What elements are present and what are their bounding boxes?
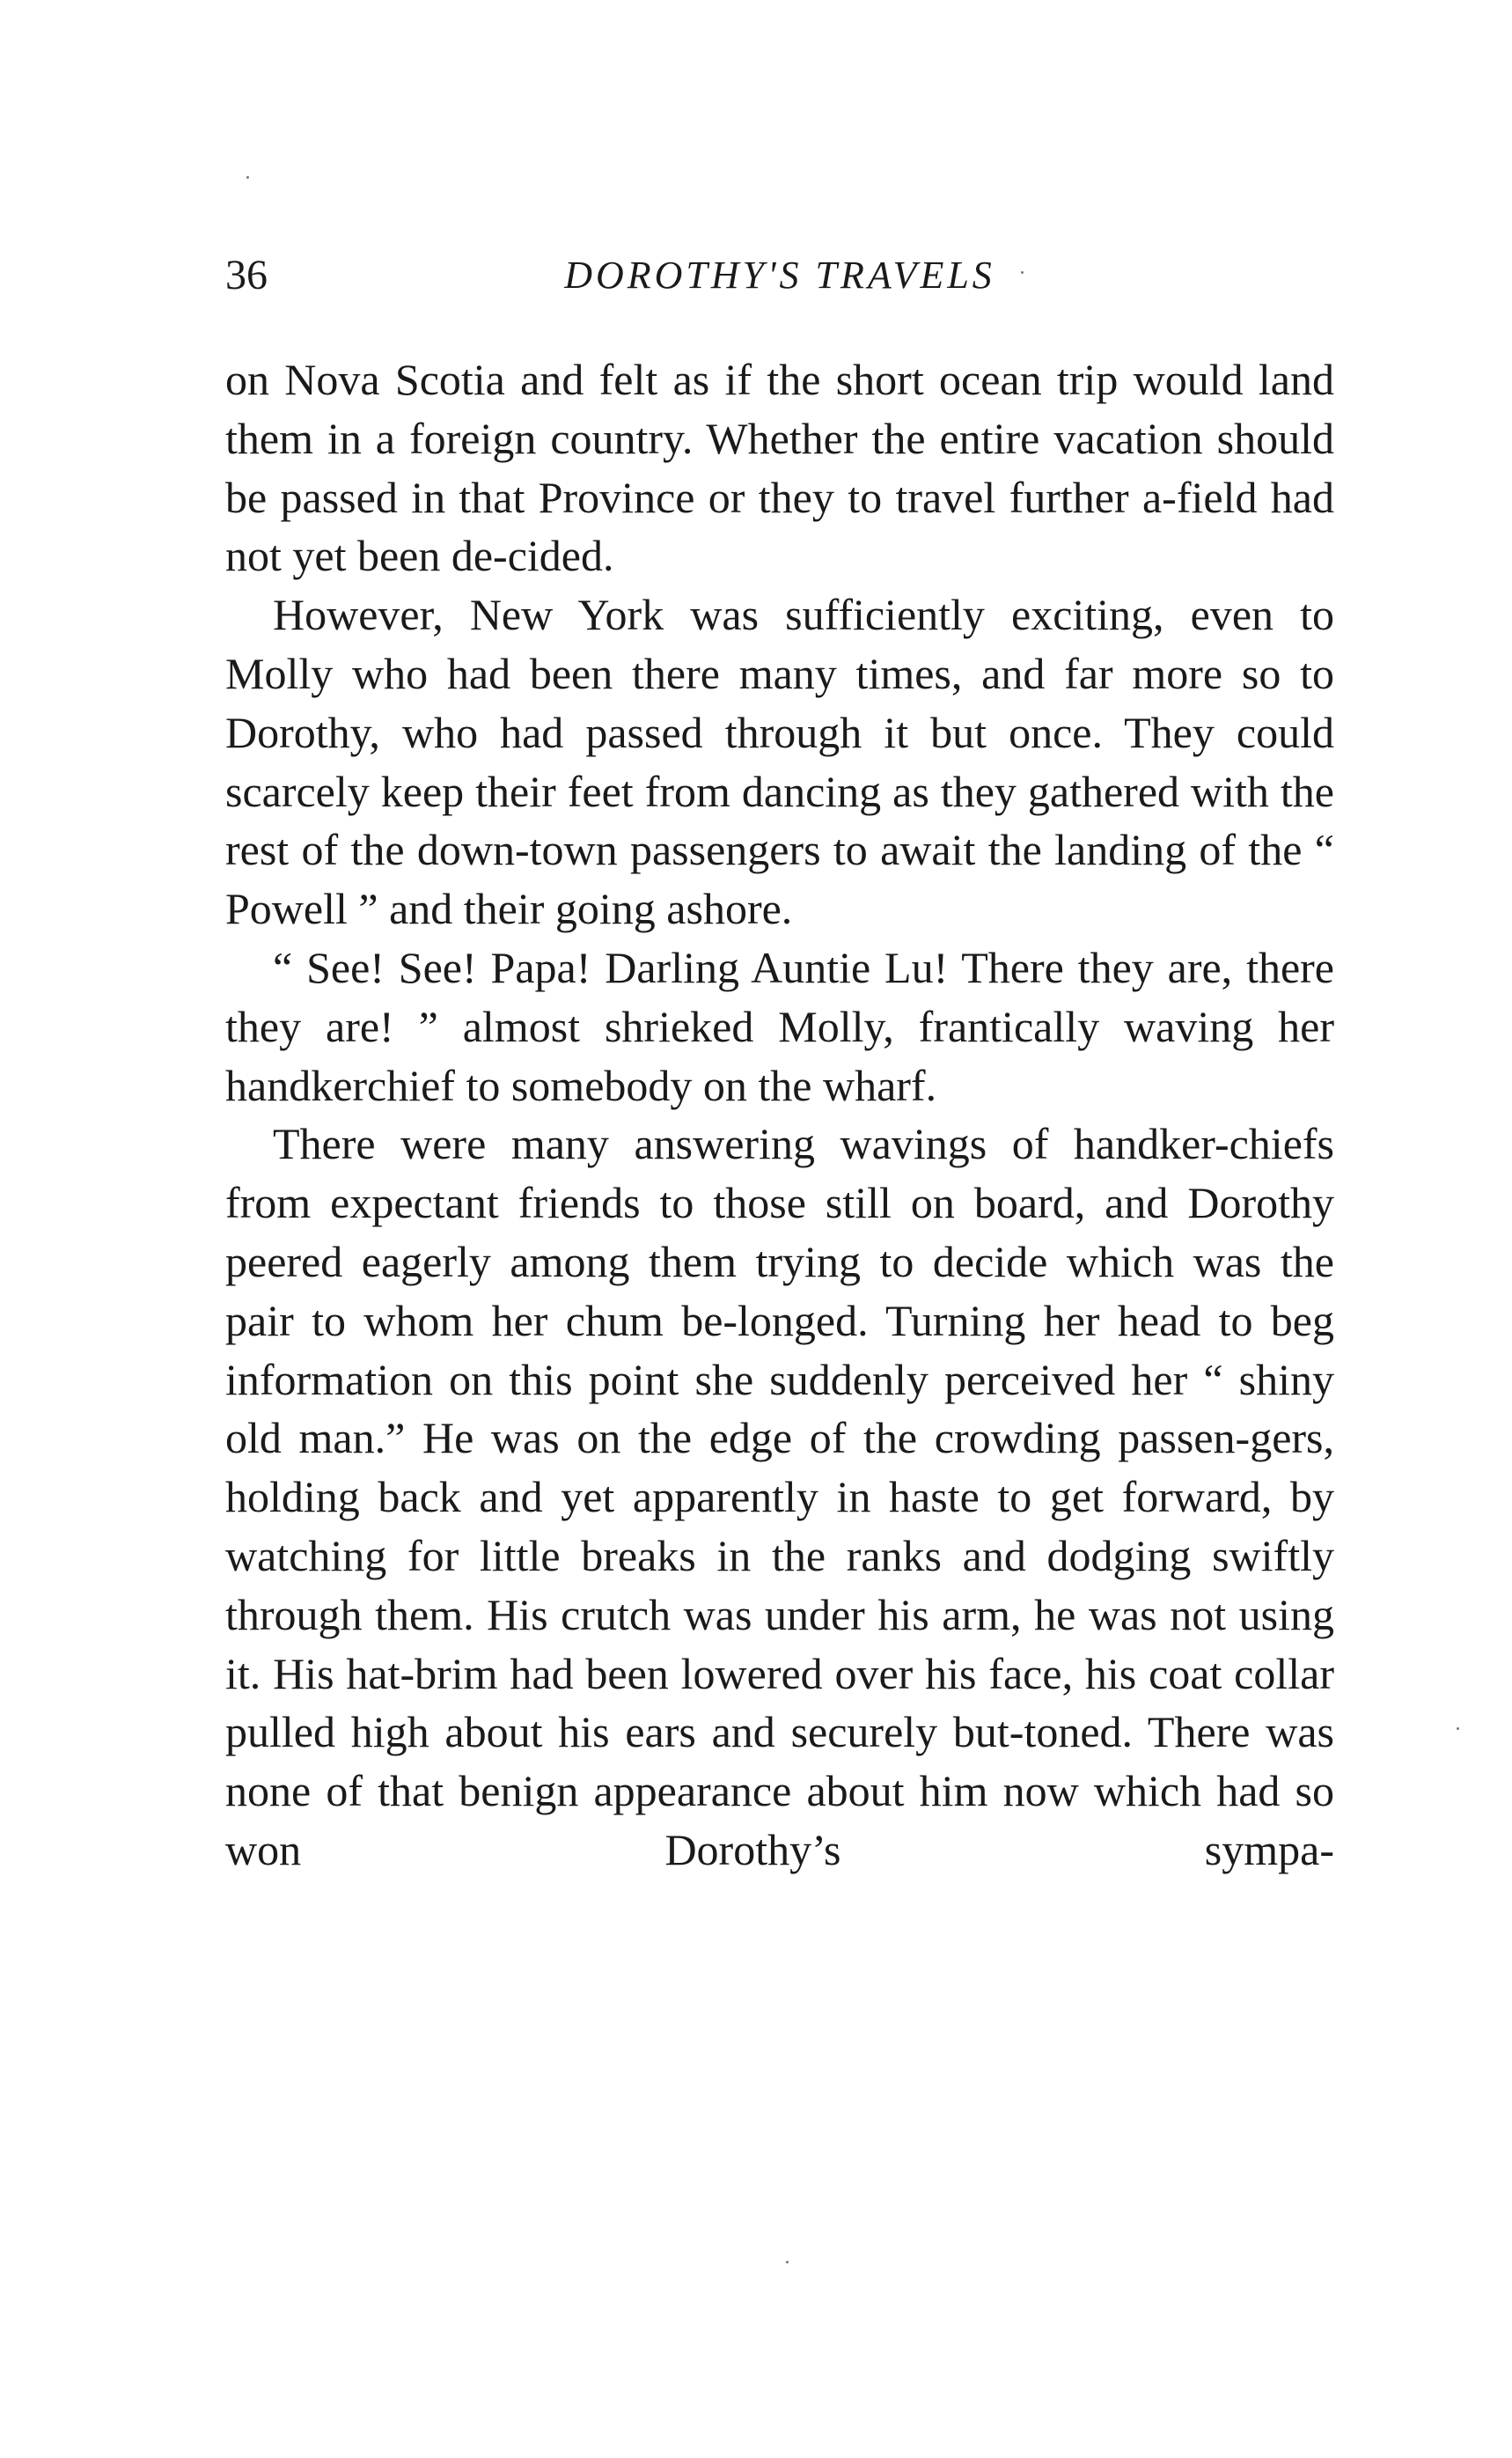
paragraph-1: on Nova Scotia and felt as if the short ocean trip would land them in a foreign country. Whether the entire vacation should be passed in that Province or they to travel further a-field had not yet been de-cided.	[225, 355, 1334, 581]
paper-speck	[1021, 271, 1024, 274]
paper-speck	[246, 176, 249, 179]
paragraph-3: “ See! See! Papa! Darling Auntie Lu! There they are, there they are! ” almost shrieked Molly, frantically waving her handkerchief to somebody on the wharf.	[225, 942, 1334, 1110]
body-text	[225, 350, 1334, 1880]
page-header	[225, 245, 1334, 306]
paper-speck	[1457, 1727, 1459, 1730]
running-head: DOROTHY'S TRAVELS	[564, 254, 995, 297]
paragraph-2: However, New York was sufficiently exciting, even to Molly who had been there many times, and far more so to Dorothy, who had passed through it but once. They could scarcely keep their feet from dancing as they gathered with the rest of the down-town passengers to await the landing of the “ Powell ” and their going ashore.	[225, 590, 1334, 934]
paper-speck	[786, 2261, 789, 2263]
page-number: 36	[225, 252, 268, 298]
paragraph-4: There were many answering wavings of handker-chiefs from expectant friends to those still on board, and Dorothy peered eagerly among them trying to decide which was the pair to whom her chum be-longed. Turning her head to beg information on this point she suddenly perceived her “ shiny old man.” He was on the edge of the crowding passen-gers, holding back and yet apparently in haste to get forward, by watching for little breaks in the ranks and dodging swiftly through them. His crutch was under his arm, he was not using it. His hat-brim had been lowered over his face, his coat collar pulled high about his ears and securely but-toned. There was none of that benign appearance about him now which had so won Dorothy’s sympa-	[225, 1119, 1334, 1874]
